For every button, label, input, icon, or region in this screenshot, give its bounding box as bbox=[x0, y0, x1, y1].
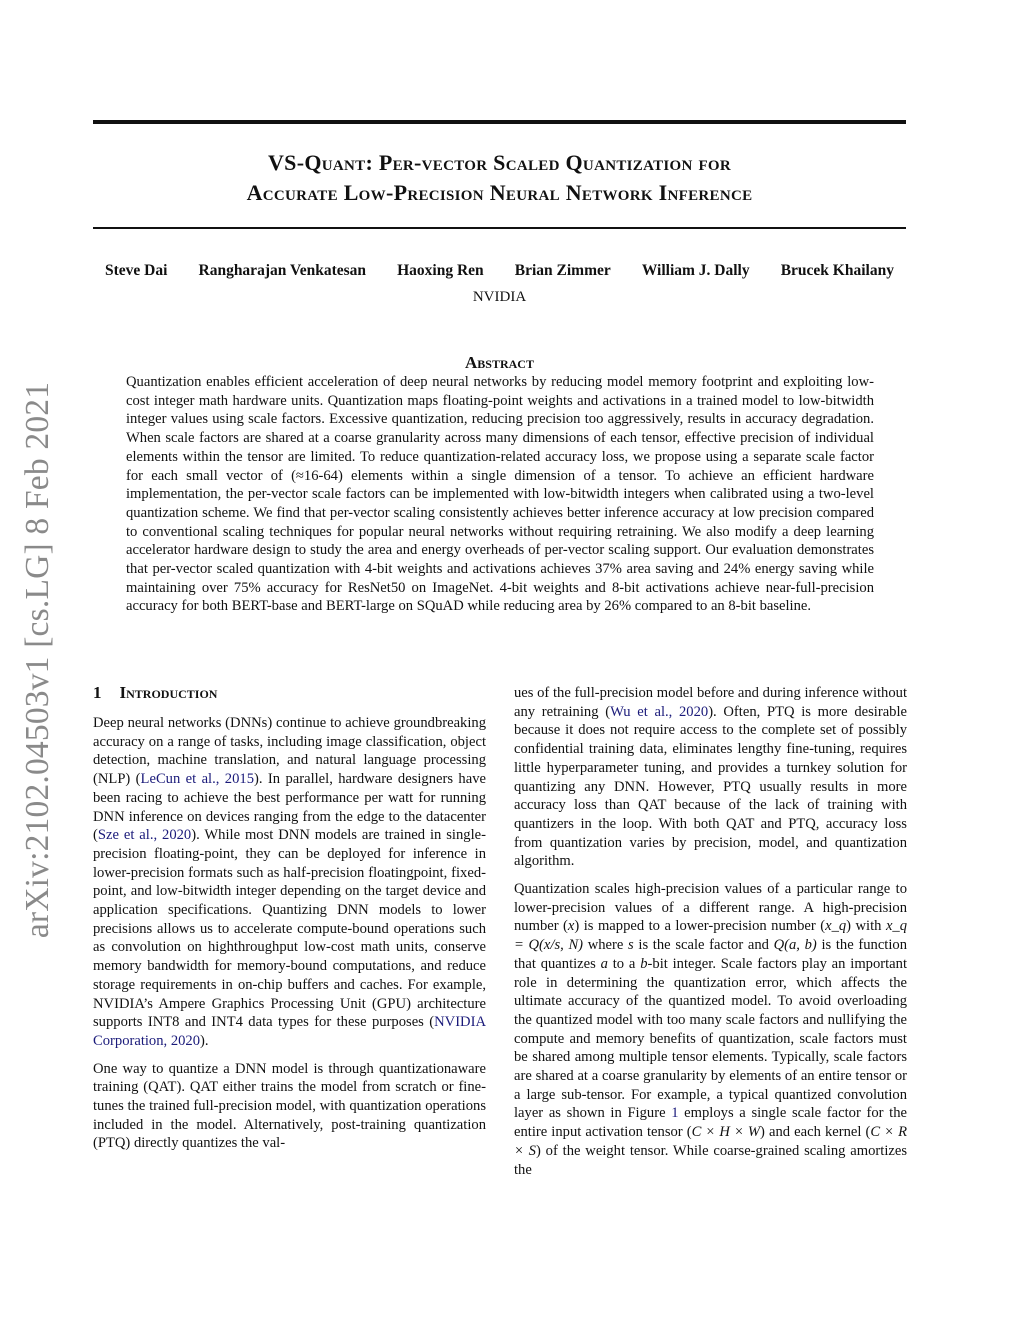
left-column bbox=[93, 714, 486, 1162]
arxiv-stamp-text: arXiv:2102.04503v1 [cs.LG] 8 Feb 2021 bbox=[19, 381, 57, 939]
title-bottom-rule bbox=[93, 227, 906, 229]
math-inline: b bbox=[640, 955, 648, 972]
section-number: 1 bbox=[93, 683, 102, 702]
paper-title bbox=[93, 148, 906, 208]
math-inline: C × R × S bbox=[514, 1124, 907, 1159]
text-run: ). While most DNN models are trained in singleprecision floating-point, they can be deployed for inference in lower-precision formats such as half-precision floatingpoint, fixed-point, and low-bitwidth integer depending on the target device and application specifications. Quantizing DNN models to lower precisions allows us to accelerate compute-bound operations such as convolution on highthroughput low-cost math units, conserve memory bandwidth for memory-bound computations, and reduce storage requirements in on-chip buffers and caches. For example, NVIDIA’s Ampere Graphics Processing Unit (GPU) architecture supports INT8 and INT4 data types for these purposes ( bbox=[93, 827, 486, 1031]
math-inline: x_q bbox=[825, 918, 847, 935]
text-run: is the scale factor and bbox=[633, 937, 774, 954]
text-run: ) and each kernel ( bbox=[760, 1124, 871, 1141]
text-run: to a bbox=[607, 955, 641, 972]
title-line-2: Accurate Low-Precision Neural Network Inference bbox=[246, 180, 753, 205]
math-inline: Q(a, b) bbox=[773, 937, 817, 954]
right-column bbox=[514, 684, 907, 1188]
text-run: ). In parallel, hardware designers have been racing to achieve the best performance per watt for running DNN inference on devices ranging from the edge to the datacenter ( bbox=[93, 771, 486, 844]
math-inline: s bbox=[628, 937, 634, 954]
intro-paragraph-2-continued bbox=[514, 684, 907, 871]
citation-link[interactable]: Wu et al., 2020 bbox=[610, 703, 709, 720]
text-run: ). Often, PTQ is more desirable because it does not require access to the complete set of possibly confidential training data, eliminates lengthy fine-tuning, requires little hyperparameter tuning, and provides a turnkey solution for quantizing any DNN. However, PTQ usually results in more accuracy loss than QAT because of the lack of training with quantizers in the loop. With both QAT and PTQ, accuracy loss from quantization varies by precision, model, and quantization algorithm. bbox=[514, 703, 908, 870]
author-list bbox=[93, 262, 906, 280]
citation-link[interactable]: NVIDIA Corporation, 2020 bbox=[93, 1014, 486, 1049]
abstract-heading: Abstract bbox=[465, 353, 534, 372]
arxiv-identifier-stamp bbox=[14, 360, 62, 960]
math-equation: x_q = Q(x/s, N) bbox=[514, 918, 908, 954]
text-run: Quantization scales high-precision values of a particular range to lower-precision values of a different range. A high-precision number ( bbox=[514, 881, 907, 935]
text-run: ) of the weight tensor. While coarse-grained scaling amortizes the bbox=[514, 1142, 908, 1178]
author: Brian Zimmer bbox=[514, 262, 611, 279]
text-run: where bbox=[583, 937, 629, 954]
text-run: ) is mapped to a lower-precision number ( bbox=[574, 918, 826, 935]
author: Rangharajan Venkatesan bbox=[198, 262, 367, 279]
math-inline: a bbox=[600, 955, 608, 972]
math-inline: x bbox=[567, 918, 575, 935]
intro-paragraph-1 bbox=[93, 714, 486, 1051]
text-run: ues of the full-precision model before and during inference without any retraining ( bbox=[514, 685, 907, 720]
text-run: ). bbox=[200, 1032, 209, 1049]
math-inline: C × H × W bbox=[691, 1124, 761, 1141]
author: Brucek Khailany bbox=[780, 262, 894, 279]
intro-paragraph-3 bbox=[514, 880, 907, 1179]
title-line-1: VS-Quant: Per-vector Scaled Quantization for bbox=[267, 150, 732, 175]
text-run: employs a single scale factor for the entire input activation tensor ( bbox=[514, 1105, 907, 1141]
author: William J. Dally bbox=[641, 262, 750, 279]
section-heading-introduction bbox=[93, 683, 217, 703]
abstract-text: Quantization enables efficient acceleration of deep neural networks by reducing model memory footprint and exploiting low-cost integer math hardware units. Quantization maps floating-point weights and activations in a trained model to low-bitwidth integer values using scale factors. Excessive quantization, reducing precision too aggressively, results in accuracy degradation. When scale factors are shared at a coarse granularity across many dimensions of each tensor, effective precision of individual elements within the tensor are limited. To reduce quantization-related accuracy loss, we propose using a separate scale factor for each small vector of (≈16-64) elements within a single dimension of a tensor. To achieve an efficient hardware implementation, the per-vector scale factors can be implemented with low-bitwidth integers when calibrated using a two-level quantization scheme. We find that per-vector scaling consistently achieves better inference accuracy at low precision compared to conventional scaling techniques for popular neural networks without requiring retraining. We also modify a deep learning accelerator hardware design to study the area and energy overheads of per-vector scaling support. Our evaluation demonstrates that per-vector scaled quantization with 4-bit weights and activations achieves 37% area saving and 24% energy saving while maintaining over 75% accuracy for ResNet50 on ImageNet. 4-bit weights and 8-bit activations achieve near-full-precision accuracy for both BERT-base and BERT-large on SQuAD while reducing area by 26% compared to an 8-bit baseline. bbox=[126, 374, 874, 615]
citation-link[interactable]: LeCun et al., 2015 bbox=[140, 771, 254, 788]
text-run: is the function that quantizes bbox=[514, 937, 907, 972]
author: Haoxing Ren bbox=[397, 262, 484, 279]
author: Steve Dai bbox=[105, 262, 168, 279]
title-top-rule bbox=[93, 120, 906, 124]
citation-link[interactable]: Sze et al., 2020 bbox=[97, 827, 192, 844]
text-run: ) with bbox=[846, 918, 886, 935]
affiliation: NVIDIA bbox=[472, 289, 527, 305]
text-run: Deep neural networks (DNNs) continue to achieve groundbreaking accuracy on a range of tasks, including image classification, object detection, machine translation, and natural language processing (NLP) ( bbox=[93, 715, 486, 788]
section-title: Introduction bbox=[119, 683, 218, 702]
intro-paragraph-2-start: One way to quantize a DNN model is through quantizationaware training (QAT). QAT either trains the model from scratch or fine-tunes the trained full-precision model, with quantization operations included in the model. Alternatively, post-training quantization (PTQ) directly quantizes the val- bbox=[93, 1060, 486, 1152]
figure-reference-link[interactable]: 1 bbox=[671, 1105, 679, 1122]
text-run: -bit integer. Scale factors play an important role in determining the quantization error, which affects the ultimate accuracy of the quantized model. To avoid overloading the quantized model with too many scale factors and nullifying the compute and memory benefits of quantization, scale factors must be shared among multiple tensor elements. Typically, scale factors are shared at a coarse granularity by elements of an entire tensor or a large sub-tensor. For example, a typical quantized convolution layer as shown in Figure bbox=[514, 955, 908, 1122]
